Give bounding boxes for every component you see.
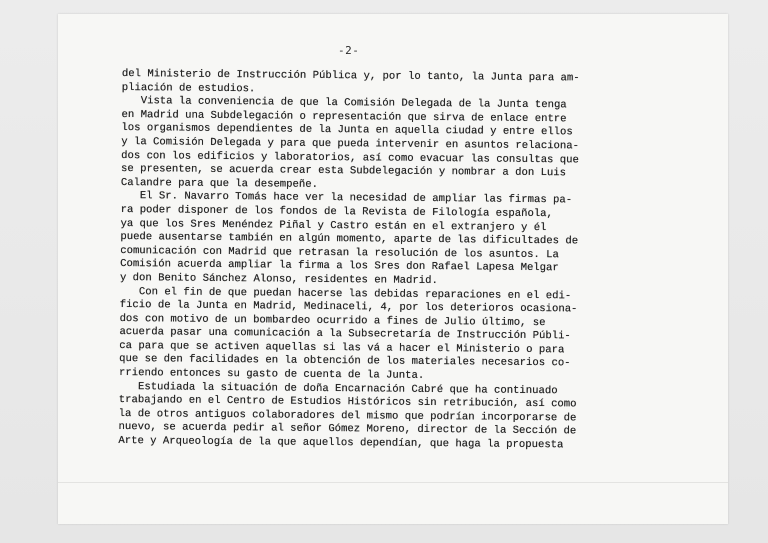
text-line: y don Benito Sánchez Alonso, residentes en Madrid. xyxy=(119,271,438,287)
text-line: ca para que se activen aquellas si las vá a hacer el Ministerio o para xyxy=(119,339,565,357)
text-line: Comisión acuerda ampliar la firma a los Sres don Rafael Lapesa Melgar xyxy=(120,258,559,275)
text-line: dos con motivo de un bombardeo ocurrido a fines de Julio último, se xyxy=(119,312,546,329)
text-line: Arte y Arqueología de la que aquellos dependían, que haga la propuesta xyxy=(118,435,564,452)
text-line: los organismos dependientes de la Junta en aquella ciudad y entre ellos xyxy=(121,122,573,139)
text-line: la de otros antiguos colaboradores del mismo que podrían incorporarse de xyxy=(118,407,577,425)
text-line: pliación de estudios. xyxy=(121,81,256,95)
text-line: Calandre para que la desempeñe. xyxy=(120,176,319,191)
typed-body-text xyxy=(118,68,642,454)
text-line: rriendo entonces su gasto de cuenta de la Junta. xyxy=(119,367,425,382)
text-line: El Sr. Navarro Tomás hace ver la necesidad de ampliar las firmas pa- xyxy=(120,190,573,207)
text-line: ra poder disponer de los fondos de la Revista de Filología española, xyxy=(120,203,553,221)
text-line: en Madrid una Subdelegación o representación que sirva de enlace entre xyxy=(121,108,567,126)
text-line: ya que los Sres Menéndez Piñal y Castro están en el extranjero y él xyxy=(120,217,547,234)
text-line: y la Comisión Delegada y para que pueda intervenir en asuntos relaciona- xyxy=(121,135,580,153)
text-line: acuerda pasar una comunicación a la Subsecretaría de Instrucción Públi- xyxy=(119,326,571,343)
text-line: Con el fin de que puedan hacerse las debidas reparaciones en el edi- xyxy=(119,285,572,302)
page-number: -2- xyxy=(338,44,360,57)
text-line: dos con los edificios y laboratorios, así como evacuar las consultas que xyxy=(121,149,579,166)
text-line: puede ausentarse también en algún momento, aparte de las dificultades de xyxy=(120,231,579,248)
text-line: del Ministerio de Instrucción Pública y, por lo tanto, la Junta para am- xyxy=(121,68,580,85)
text-line: Vista la conveniencia de que la Comisión Delegada de la Junta tenga xyxy=(121,95,567,112)
text-line: ficio de la Junta en Madrid, Medinaceli, 4, por los deterioros ocasiona- xyxy=(119,299,578,316)
text-line: que se den facilidades en la obtención de los materiales necesarios co- xyxy=(119,353,571,370)
text-line: se presenten, se acuerda crear esta Subdelegación y nombrar a don Luis xyxy=(120,163,567,180)
text-line: trabajando en el Centro de Estudios Históricos sin retribución, así como xyxy=(118,394,577,411)
text-line: comunicación con Madrid que retrasan la resolución de los asuntos. La xyxy=(120,244,559,261)
text-line: Estudiada la situación de doña Encarnación Cabré que ha continuado xyxy=(118,380,558,397)
text-line: nuevo, se acuerda pedir al señor Gómez Moreno, director de la Sección de xyxy=(118,421,577,438)
